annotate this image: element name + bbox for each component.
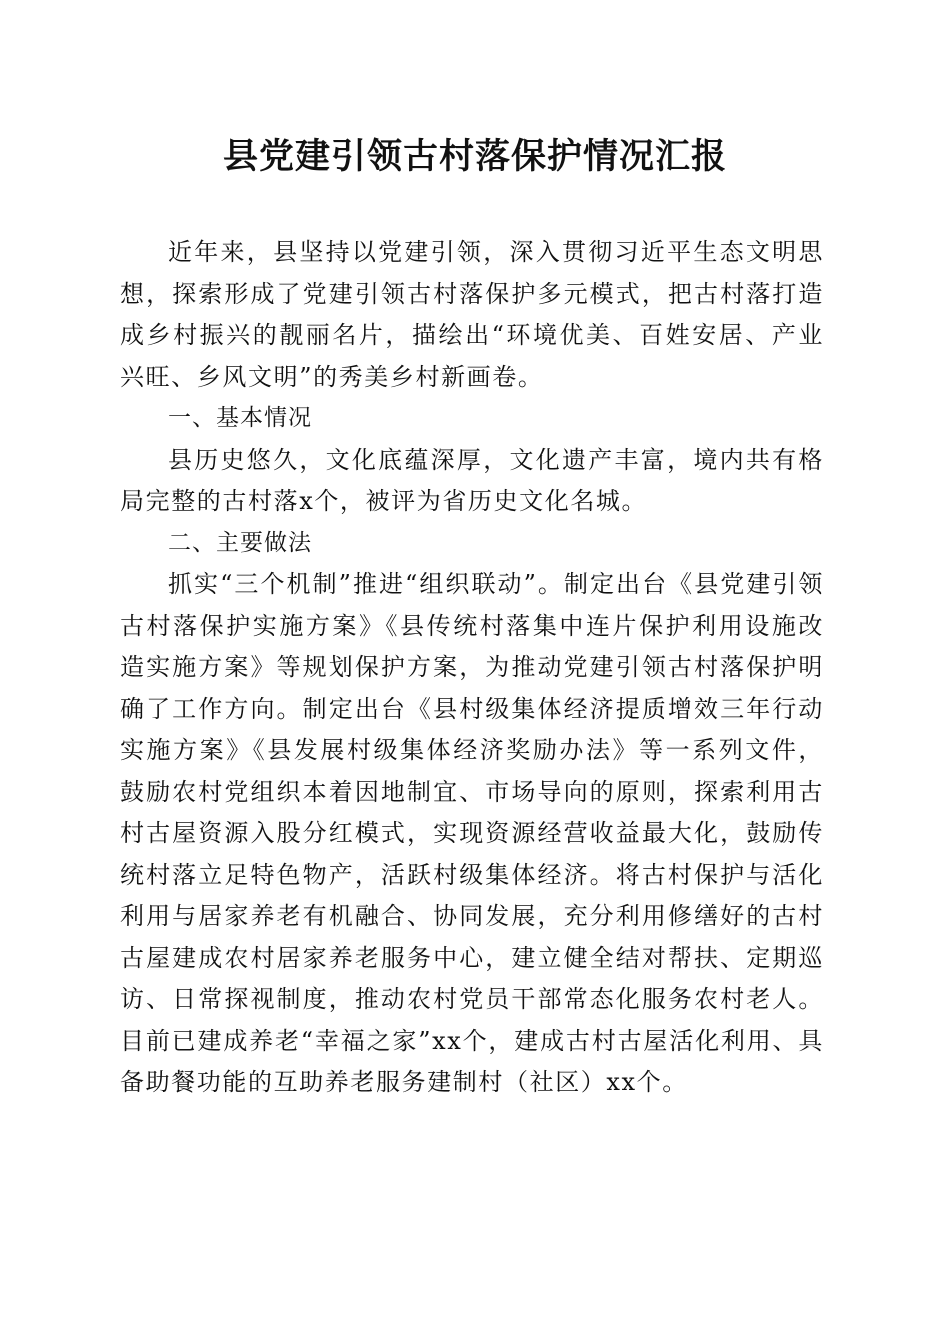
document-body: [120, 232, 824, 1104]
basic-situation-paragraph: 县历史悠久，文化底蕴深厚，文化遗产丰富，境内共有格局完整的古村落x个，被评为省历史文化名城。: [120, 445, 824, 515]
main-practices-paragraph: 抓实“三个机制”推进“组织联动”。制定出台《县党建引领古村落保护实施方案》《县传统村落集中连片保护利用设施改造实施方案》等规划保护方案，为推动党建引领古村落保护明确了工作方向。制定出台《县村级集体经济提质增效三年行动实施方案》《县发展村级集体经济奖励办法》等一系列文件，鼓励农村党组织本着因地制宜、市场导向的原则，探索利用古村古屋资源入股分红模式，实现资源经营收益最大化，鼓励传统村落立足特色物产，活跃村级集体经济。将古村保护与活化利用与居家养老有机融合、协同发展，充分利用修缮好的古村古屋建成农村居家养老服务中心，建立健全结对帮扶、定期巡访、日常探视制度，推动农村党员干部常态化服务农村老人。目前已建成养老“幸福之家”xx个，建成古村古屋活化利用、具备助餐功能的互助养老服务建制村（社区）xx个。: [120, 570, 824, 1096]
section-heading-basic-situation: 一、基本情况: [168, 405, 312, 431]
intro-paragraph: 近年来，县坚持以党建引领，深入贯彻习近平生态文明思想，探索形成了党建引领古村落保护多元模式，把古村落打造成乡村振兴的靓丽名片，描绘出“环境优美、百姓安居、产业兴旺、乡风文明”的秀美乡村新画卷。: [120, 238, 824, 391]
document-title: 县党建引领古村落保护情况汇报: [222, 136, 727, 177]
section-heading-main-practices: 二、主要做法: [168, 529, 312, 556]
